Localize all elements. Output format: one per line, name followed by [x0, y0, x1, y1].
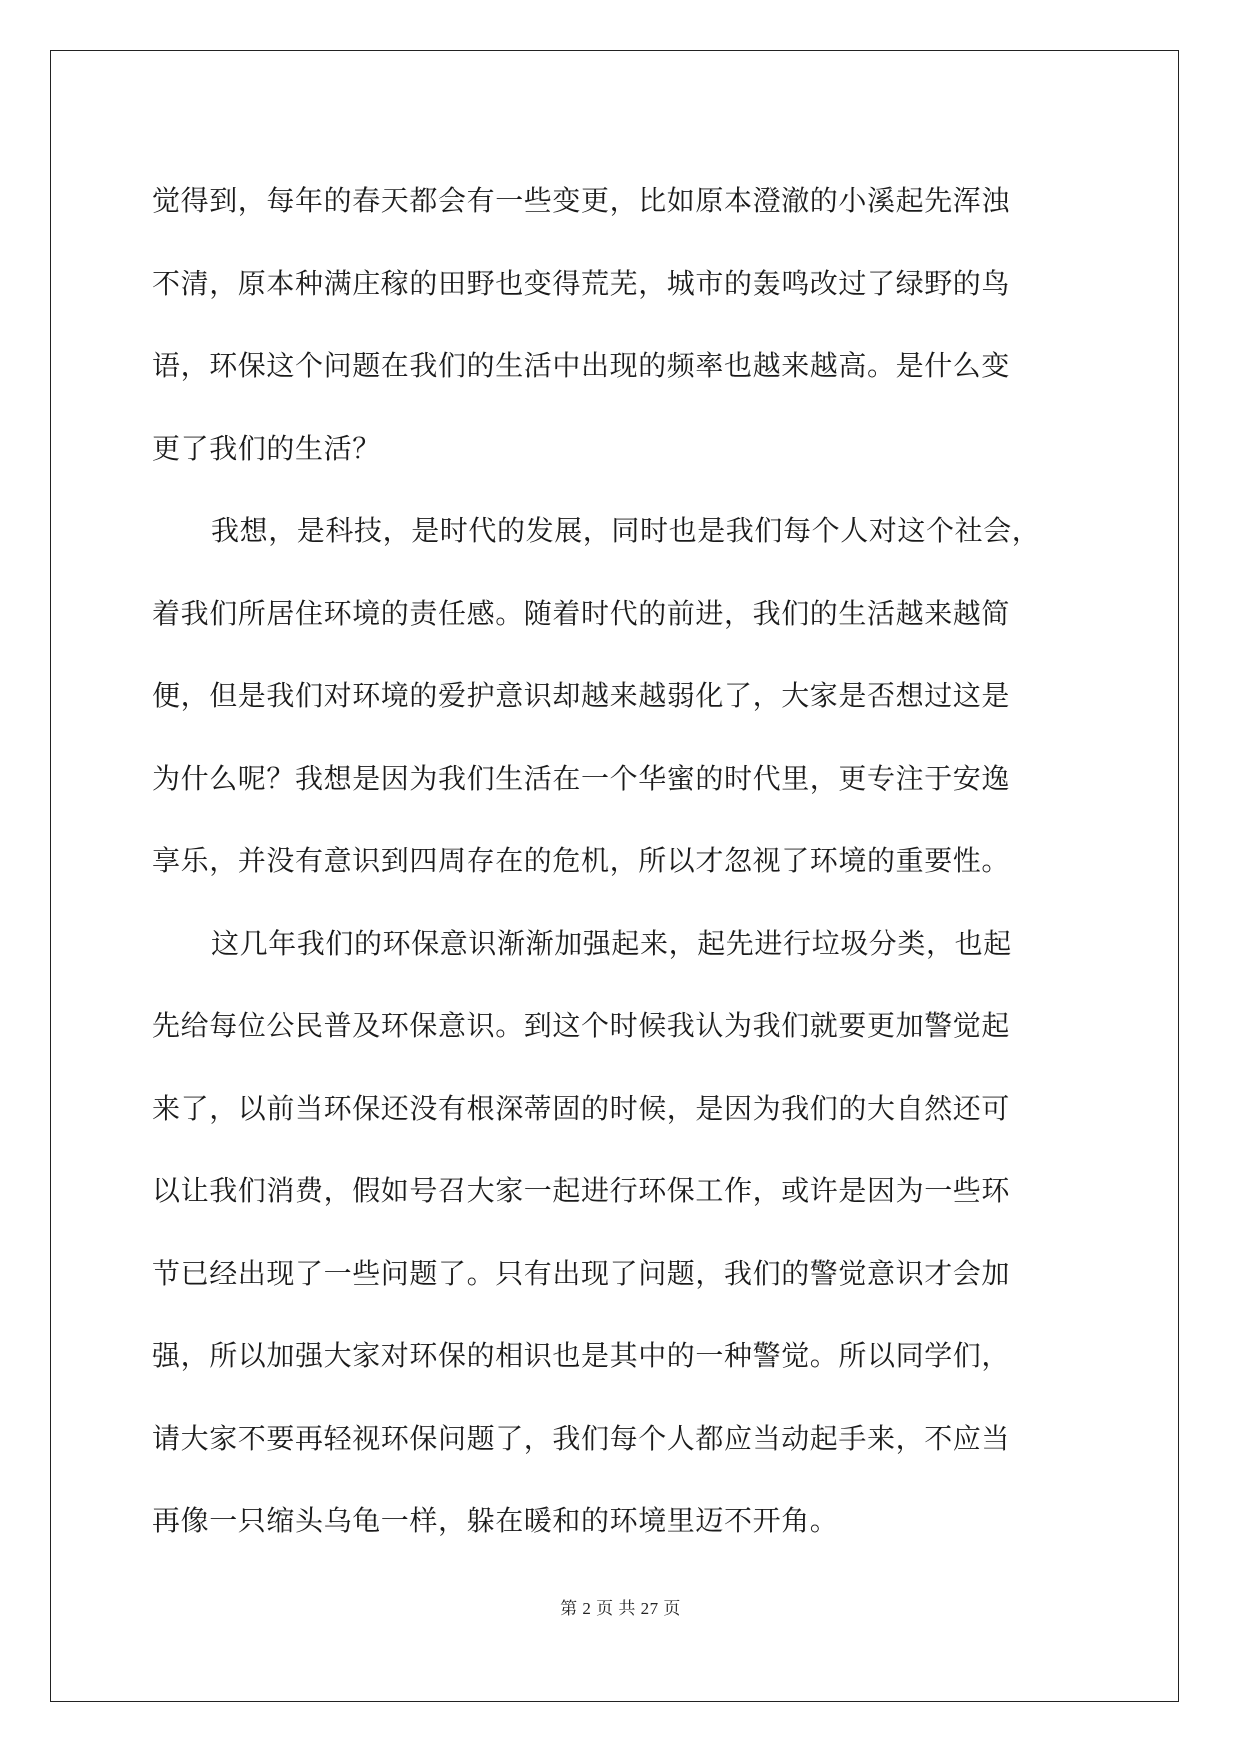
text-line-6: 着我们所居住环境的责任感。随着时代的前进，我们的生活越来越简	[152, 596, 1011, 630]
text-line-5: 我想，是科技，是时代的发展，同时也是我们每个人对这个社会，	[211, 514, 1041, 547]
text-line-12: 来了，以前当环保还没有根深蒂固的时候，是因为我们的大自然还可	[152, 1091, 1011, 1125]
text-line-13: 以让我们消费，假如号召大家一起进行环保工作，或许是因为一些环	[152, 1174, 1011, 1207]
text-line-4: 更了我们的生活？	[152, 431, 381, 465]
text-line-8: 为什么呢？我想是因为我们生活在一个华蜜的时代里，更专注于安逸	[152, 761, 1011, 795]
document-body	[152, 160, 1092, 1563]
text-line-11: 先给每位公民普及环保意识。到这个时候我认为我们就要更加警觉起	[152, 1009, 1011, 1042]
text-line-3: 语，环保这个问题在我们的生活中出现的频率也越来越高。是什么变	[152, 349, 1011, 382]
text-line-16: 请大家不要再轻视环保问题了，我们每个人都应当动起手来，不应当	[152, 1421, 1011, 1455]
text-line-2: 不清，原本种满庄稼的田野也变得荒芜，城市的轰鸣改过了绿野的鸟	[152, 266, 1011, 300]
text-line-15: 强，所以加强大家对环保的相识也是其中的一种警觉。所以同学们，	[152, 1339, 1011, 1372]
text-line-1: 觉得到，每年的春天都会有一些变更，比如原本澄澈的小溪起先浑浊	[152, 184, 1011, 217]
text-line-9: 享乐，并没有意识到四周存在的危机，所以才忽视了环境的重要性。	[152, 844, 1011, 877]
text-line-10: 这几年我们的环保意识渐渐加强起来，起先进行垃圾分类，也起	[211, 926, 1012, 960]
text-line-17: 再像一只缩头乌龟一样，躲在暖和的环境里迈不开角。	[152, 1504, 839, 1537]
page-number-footer: 第 2 页 共 27 页	[560, 1599, 681, 1618]
text-line-14: 节已经出现了一些问题了。只有出现了问题，我们的警觉意识才会加	[152, 1256, 1011, 1290]
text-line-7: 便，但是我们对环境的爱护意识却越来越弱化了，大家是否想过这是	[152, 679, 1011, 712]
